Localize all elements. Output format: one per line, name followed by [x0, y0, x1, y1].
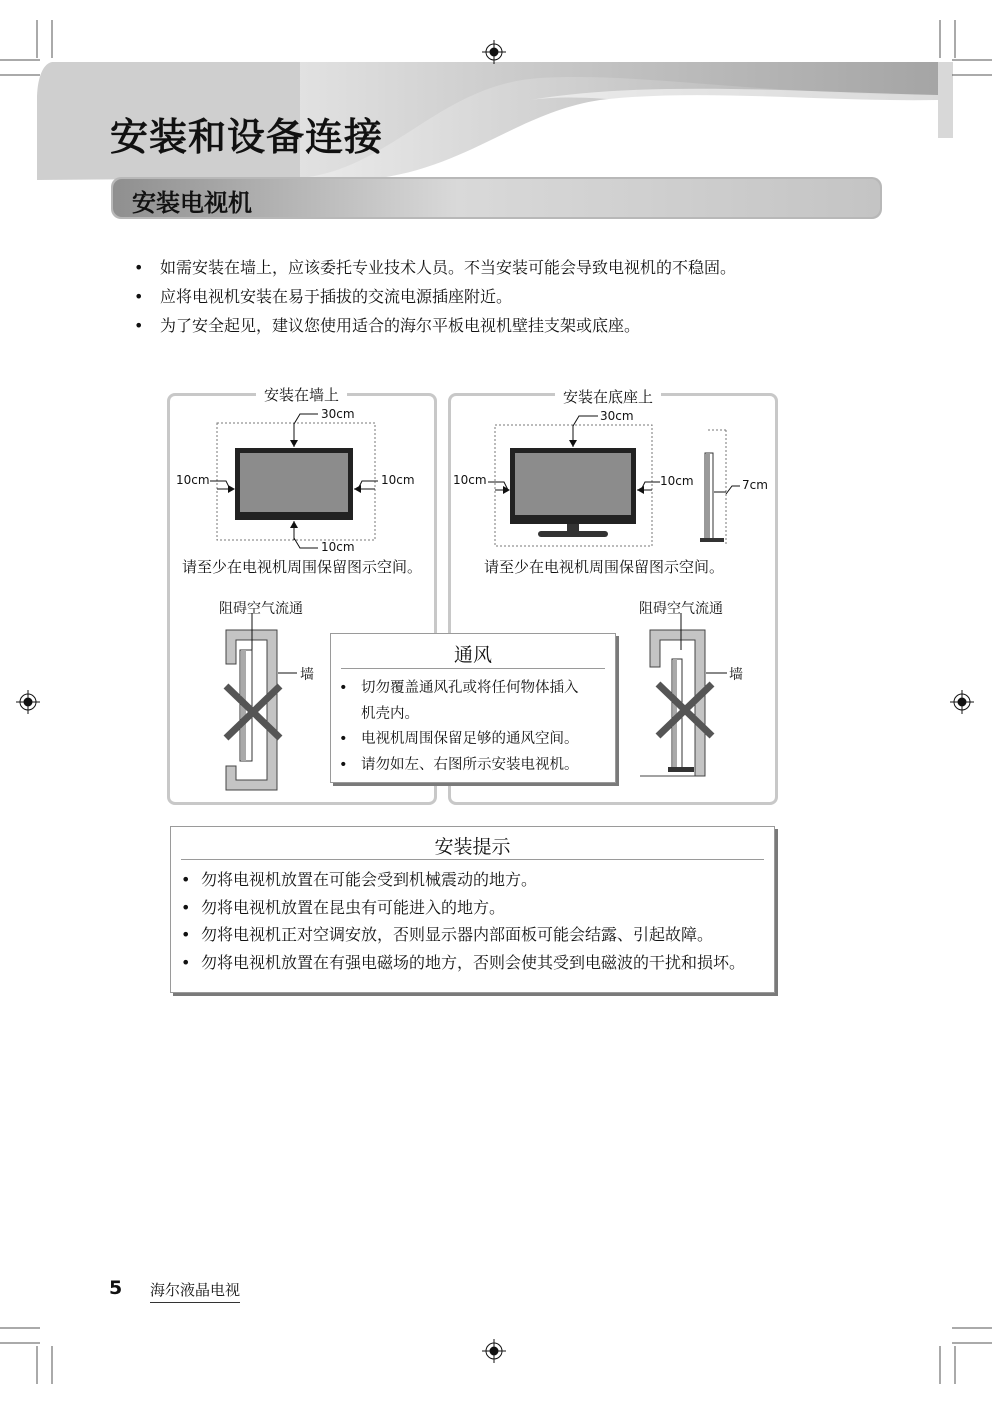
- list-item: • 为了安全起见，建议您使用适合的海尔平板电视机壁挂支架或底座。: [134, 316, 641, 335]
- bullet: •: [339, 731, 348, 747]
- divider: [181, 859, 764, 860]
- stand-tv-diagram: [488, 416, 740, 546]
- page-number: 5: [109, 1277, 123, 1299]
- list-item: • 请勿如左、右图所示安装电视机。: [339, 753, 579, 779]
- install-tips-title: 安装提示: [434, 836, 511, 858]
- stand-back-gap-label: 7cm: [742, 478, 768, 492]
- stand-top-gap-label: 30cm: [600, 409, 634, 423]
- stand-blocked-airflow-label: 阻碍空气流通: [639, 601, 723, 617]
- bullet: •: [181, 925, 191, 944]
- list-item: • 勿将电视机正对空调安放，否则显示器内部面板可能会结露、引起故障。: [181, 923, 745, 951]
- bullet: •: [134, 258, 144, 277]
- bullet: •: [134, 316, 144, 335]
- install-tips-box: [170, 826, 775, 993]
- stand-right-gap-label: 10cm: [660, 474, 694, 488]
- stand-left-gap-label: 10cm: [453, 473, 487, 487]
- bullet: •: [181, 870, 191, 889]
- stand-panel-title: 安装在底座上: [555, 386, 661, 407]
- wall-tv-diagram: [210, 414, 378, 548]
- wall-top-gap-label: 30cm: [321, 407, 355, 421]
- page-title: 安装和设备连接: [110, 115, 384, 159]
- wall-left-gap-label: 10cm: [176, 473, 210, 487]
- stand-blocked-airflow-diagram: [640, 613, 727, 776]
- stand-space-caption: 请至少在电视机周围保留图示空间。: [484, 558, 725, 576]
- wall-panel-title: 安装在墙上: [256, 384, 347, 405]
- bullet: •: [339, 756, 348, 773]
- install-tips-list: [181, 868, 745, 978]
- ventilation-list: [339, 676, 579, 778]
- list-item: • 勿将电视机放置在昆虫有可能进入的地方。: [181, 896, 745, 924]
- wall-bottom-gap-label: 10cm: [321, 540, 355, 554]
- bullet: •: [134, 287, 144, 306]
- wall-right-gap-label: 10cm: [381, 473, 415, 487]
- list-item: • 应将电视机安装在易于插拔的交流电源插座附近。: [134, 287, 513, 306]
- wall-blocked-airflow-diagram: [226, 613, 297, 790]
- stand-wall-label: 墙: [729, 667, 743, 683]
- section-title: 安装电视机: [132, 189, 252, 217]
- list-item: • 勿将电视机放置在有强电磁场的地方，否则会使其受到电磁波的干扰和损坏。: [181, 951, 745, 979]
- wall-blocked-airflow-label: 阻碍空气流通: [219, 601, 303, 617]
- bullet: •: [181, 952, 191, 972]
- ventilation-title: 通风: [453, 644, 492, 666]
- list-item: • 电视机周围保留足够的通风空间。: [339, 727, 579, 753]
- divider: [341, 668, 605, 669]
- ventilation-box: [330, 633, 616, 783]
- list-item: • 勿将电视机放置在可能会受到机械震动的地方。: [181, 868, 745, 896]
- footer-brand: 海尔液晶电视: [150, 1279, 240, 1303]
- list-item: • 切勿覆盖通风孔或将任何物体插入: [339, 676, 579, 702]
- list-item: • 如需安装在墙上，应该委托专业技术人员。不当安装可能会导致电视机的不稳固。: [134, 258, 737, 277]
- bullet: •: [181, 897, 191, 917]
- list-item-continuation: 机壳内。: [361, 705, 419, 722]
- wall-label: 墙: [300, 667, 314, 683]
- wall-space-caption: 请至少在电视机周围保留图示空间。: [182, 558, 423, 576]
- bullet: •: [339, 680, 348, 696]
